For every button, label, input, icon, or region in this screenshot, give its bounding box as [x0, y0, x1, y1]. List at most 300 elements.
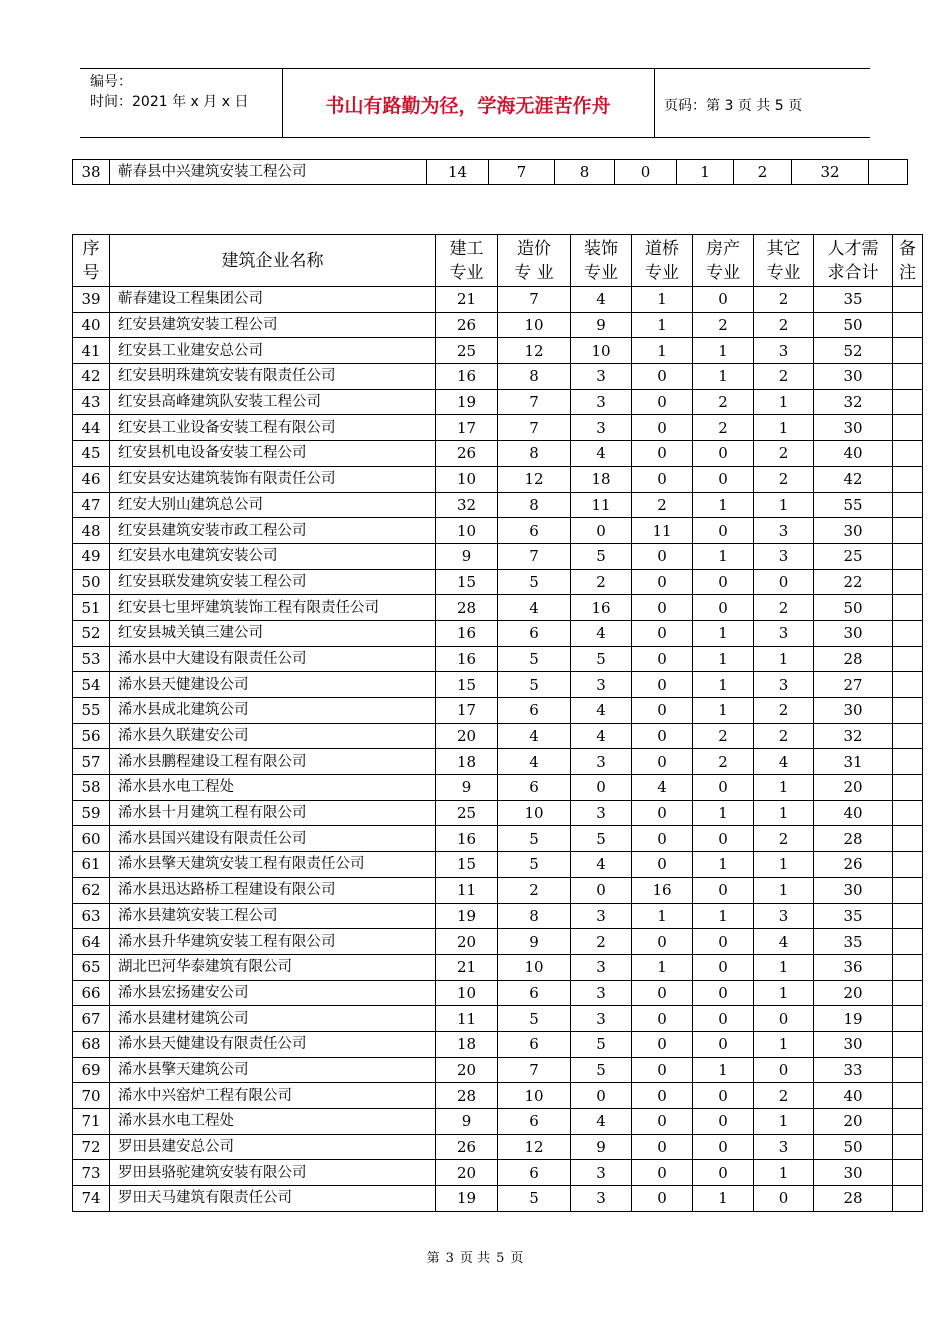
real-estate-count: 0	[693, 826, 754, 852]
other-count: 2	[754, 698, 814, 724]
cost-count: 10	[498, 954, 571, 980]
remark-cell	[893, 1160, 923, 1186]
table-row	[73, 929, 923, 955]
real-estate-count: 2	[693, 312, 754, 338]
header-row-number: 序 号	[73, 235, 110, 287]
decoration-count: 4	[571, 441, 632, 467]
total-count: 20	[814, 1109, 893, 1135]
decoration-count: 5	[571, 543, 632, 569]
other-count: 1	[754, 1160, 814, 1186]
other-count: 4	[754, 929, 814, 955]
company-name: 浠水县成北建筑公司	[110, 698, 436, 724]
other-count: 3	[754, 1134, 814, 1160]
construction-count: 9	[436, 543, 498, 569]
decoration-count: 3	[571, 800, 632, 826]
road-bridge-count: 1	[632, 954, 693, 980]
other-count: 1	[754, 1109, 814, 1135]
construction-count: 10	[436, 466, 498, 492]
table-row	[73, 646, 923, 672]
real-estate-count: 1	[693, 672, 754, 698]
company-name: 红安县建筑安装市政工程公司	[110, 518, 436, 544]
cost-count: 5	[498, 852, 571, 878]
decoration-count: 4	[571, 852, 632, 878]
real-estate-count: 0	[693, 929, 754, 955]
table-row	[73, 543, 923, 569]
remark-cell	[893, 1006, 923, 1032]
total-count: 28	[814, 1186, 893, 1212]
real-estate-count: 0	[693, 1109, 754, 1135]
table-row	[73, 466, 923, 492]
decoration-count: 18	[571, 466, 632, 492]
table-row	[73, 723, 923, 749]
road-bridge-count: 0	[632, 980, 693, 1006]
company-name: 浠水县水电工程处	[110, 775, 436, 801]
row-number: 51	[73, 595, 110, 621]
company-name: 浠水中兴窑炉工程有限公司	[110, 1083, 436, 1109]
row-number: 72	[73, 1134, 110, 1160]
construction-count: 21	[436, 287, 498, 313]
table-row	[73, 1109, 923, 1135]
total-count: 19	[814, 1006, 893, 1032]
total-count: 40	[814, 441, 893, 467]
row-number: 61	[73, 852, 110, 878]
construction-count: 19	[436, 1186, 498, 1212]
road-bridge-count: 0	[632, 1083, 693, 1109]
construction-count: 18	[436, 749, 498, 775]
real-estate-count: 1	[693, 364, 754, 390]
total-count: 30	[814, 415, 893, 441]
cost-count: 6	[498, 698, 571, 724]
company-name: 浠水县鹏程建设工程有限公司	[110, 749, 436, 775]
table-row	[73, 160, 908, 185]
cost-count: 10	[498, 800, 571, 826]
company-name: 红安县高峰建筑队安装工程公司	[110, 389, 436, 415]
company-name: 红安县七里坪建筑装饰工程有限责任公司	[110, 595, 436, 621]
decoration-count: 2	[571, 929, 632, 955]
other-count: 2	[754, 364, 814, 390]
road-bridge-count: 0	[632, 415, 693, 441]
row-number: 44	[73, 415, 110, 441]
table-row	[73, 1057, 923, 1083]
talent-demand-table	[72, 234, 923, 1212]
road-bridge-count: 0	[632, 1109, 693, 1135]
decoration-count: 3	[571, 672, 632, 698]
real-estate-count: 0	[693, 569, 754, 595]
cost-count: 7	[489, 160, 555, 185]
other-count: 3	[754, 672, 814, 698]
remark-cell	[893, 518, 923, 544]
other-count: 1	[754, 800, 814, 826]
construction-count: 26	[436, 441, 498, 467]
total-count: 20	[814, 775, 893, 801]
cost-count: 10	[498, 1083, 571, 1109]
row-number: 60	[73, 826, 110, 852]
company-name: 红安县明珠建筑安装有限责任公司	[110, 364, 436, 390]
total-count: 30	[814, 364, 893, 390]
real-estate-count: 0	[693, 441, 754, 467]
footer-middle: 页 共	[459, 1251, 491, 1266]
cost-count: 5	[498, 1186, 571, 1212]
total-count: 30	[814, 518, 893, 544]
decoration-count: 5	[571, 1031, 632, 1057]
cost-count: 10	[498, 312, 571, 338]
row-number: 57	[73, 749, 110, 775]
other-count: 0	[754, 1186, 814, 1212]
company-name: 红安县水电建筑安装公司	[110, 543, 436, 569]
road-bridge-count: 16	[632, 877, 693, 903]
total-count: 35	[814, 287, 893, 313]
decoration-count: 4	[571, 287, 632, 313]
row-number: 53	[73, 646, 110, 672]
total-count: 32	[814, 389, 893, 415]
row-number: 74	[73, 1186, 110, 1212]
remark-cell	[893, 364, 923, 390]
document-number-label: 编号：	[90, 74, 132, 90]
construction-count: 9	[436, 1109, 498, 1135]
row-number: 63	[73, 903, 110, 929]
total-count: 28	[814, 646, 893, 672]
road-bridge-count: 0	[632, 364, 693, 390]
construction-count: 10	[436, 518, 498, 544]
real-estate-count: 1	[693, 1057, 754, 1083]
cost-count: 2	[498, 877, 571, 903]
remark-cell	[893, 287, 923, 313]
road-bridge-count: 0	[632, 1031, 693, 1057]
remark-cell	[869, 160, 908, 185]
table-row	[73, 775, 923, 801]
road-bridge-count: 0	[632, 389, 693, 415]
decoration-count: 5	[571, 1057, 632, 1083]
table-header-row	[73, 235, 923, 287]
row-number: 73	[73, 1160, 110, 1186]
table-row	[73, 569, 923, 595]
remark-cell	[893, 595, 923, 621]
remark-cell	[893, 543, 923, 569]
real-estate-count: 1	[693, 338, 754, 364]
real-estate-count: 0	[693, 877, 754, 903]
header-real-estate: 房产 专业	[693, 235, 754, 287]
footer-page-number: 3	[445, 1251, 454, 1266]
road-bridge-count: 0	[632, 698, 693, 724]
construction-count: 32	[436, 492, 498, 518]
cost-count: 6	[498, 1031, 571, 1057]
total-count: 50	[814, 595, 893, 621]
remark-cell	[893, 569, 923, 595]
company-name: 浠水县水电工程处	[110, 1109, 436, 1135]
road-bridge-count: 0	[632, 1057, 693, 1083]
road-bridge-count: 0	[632, 1134, 693, 1160]
total-count: 36	[814, 954, 893, 980]
decoration-count: 3	[571, 903, 632, 929]
real-estate-count: 2	[693, 749, 754, 775]
table-row	[73, 441, 923, 467]
other-count: 2	[754, 441, 814, 467]
remark-cell	[893, 441, 923, 467]
cost-count: 5	[498, 672, 571, 698]
decoration-count: 3	[571, 1160, 632, 1186]
company-name: 红安县建筑安装工程公司	[110, 312, 436, 338]
cost-count: 6	[498, 1109, 571, 1135]
decoration-count: 5	[571, 826, 632, 852]
construction-count: 11	[436, 877, 498, 903]
road-bridge-count: 0	[632, 672, 693, 698]
decoration-count: 0	[571, 877, 632, 903]
table-row	[73, 826, 923, 852]
company-name: 红安县安达建筑装饰有限责任公司	[110, 466, 436, 492]
remark-cell	[893, 1109, 923, 1135]
remark-cell	[893, 389, 923, 415]
road-bridge-count: 1	[632, 338, 693, 364]
construction-count: 9	[436, 775, 498, 801]
construction-count: 16	[436, 646, 498, 672]
road-bridge-count: 0	[632, 543, 693, 569]
real-estate-count: 0	[693, 1006, 754, 1032]
page-footer	[0, 1247, 950, 1266]
cost-count: 12	[498, 1134, 571, 1160]
road-bridge-count: 2	[632, 492, 693, 518]
road-bridge-count: 1	[632, 287, 693, 313]
real-estate-count: 1	[693, 800, 754, 826]
real-estate-count: 1	[693, 620, 754, 646]
other-count: 1	[754, 980, 814, 1006]
company-name: 罗田县骆驼建筑安装有限公司	[110, 1160, 436, 1186]
table-row	[73, 492, 923, 518]
footer-prefix: 第	[426, 1251, 440, 1266]
remark-cell	[893, 646, 923, 672]
cost-count: 6	[498, 775, 571, 801]
road-bridge-count: 0	[632, 723, 693, 749]
row-number: 65	[73, 954, 110, 980]
table-row	[73, 877, 923, 903]
other-count: 2	[734, 160, 792, 185]
remark-cell	[893, 620, 923, 646]
construction-count: 16	[436, 620, 498, 646]
header-remark: 备 注	[893, 235, 923, 287]
row-number: 54	[73, 672, 110, 698]
remark-cell	[893, 1134, 923, 1160]
other-count: 1	[754, 492, 814, 518]
header-cost: 造价 专 业	[498, 235, 571, 287]
row-number: 70	[73, 1083, 110, 1109]
remark-cell	[893, 415, 923, 441]
decoration-count: 4	[571, 723, 632, 749]
cost-count: 7	[498, 389, 571, 415]
cost-count: 4	[498, 749, 571, 775]
row-number: 52	[73, 620, 110, 646]
total-count: 31	[814, 749, 893, 775]
decoration-count: 3	[571, 1006, 632, 1032]
cost-count: 9	[498, 929, 571, 955]
decoration-count: 3	[571, 364, 632, 390]
row-number: 67	[73, 1006, 110, 1032]
cost-count: 6	[498, 1160, 571, 1186]
row-number: 59	[73, 800, 110, 826]
construction-count: 19	[436, 903, 498, 929]
remark-cell	[893, 698, 923, 724]
total-count: 35	[814, 929, 893, 955]
company-name: 浠水县国兴建设有限责任公司	[110, 826, 436, 852]
header-page-info: 页码：第 3 页 共 5 页	[664, 98, 803, 114]
page-header	[80, 68, 870, 138]
other-count: 4	[754, 749, 814, 775]
row-number: 40	[73, 312, 110, 338]
decoration-count: 3	[571, 389, 632, 415]
other-count: 3	[754, 543, 814, 569]
remark-cell	[893, 826, 923, 852]
row-number: 62	[73, 877, 110, 903]
construction-count: 15	[436, 672, 498, 698]
company-name: 湖北巴河华泰建筑有限公司	[110, 954, 436, 980]
decoration-count: 9	[571, 312, 632, 338]
road-bridge-count: 0	[632, 569, 693, 595]
other-count: 2	[754, 723, 814, 749]
road-bridge-count: 0	[632, 1160, 693, 1186]
table-row	[73, 698, 923, 724]
remark-cell	[893, 312, 923, 338]
table-row	[73, 1031, 923, 1057]
table-row	[73, 1083, 923, 1109]
construction-count: 10	[436, 980, 498, 1006]
table-row	[73, 749, 923, 775]
other-count: 1	[754, 877, 814, 903]
other-count: 3	[754, 338, 814, 364]
table-row	[73, 800, 923, 826]
road-bridge-count: 0	[632, 595, 693, 621]
other-count: 2	[754, 466, 814, 492]
company-name: 浠水县建筑安装工程公司	[110, 903, 436, 929]
total-count: 30	[814, 620, 893, 646]
decoration-count: 4	[571, 698, 632, 724]
remark-cell	[893, 466, 923, 492]
real-estate-count: 1	[693, 646, 754, 672]
real-estate-count: 1	[677, 160, 734, 185]
company-name: 浠水县久联建安公司	[110, 723, 436, 749]
road-bridge-count: 0	[632, 929, 693, 955]
construction-count: 11	[436, 1006, 498, 1032]
real-estate-count: 2	[693, 389, 754, 415]
real-estate-count: 2	[693, 415, 754, 441]
road-bridge-count: 0	[632, 646, 693, 672]
remark-cell	[893, 749, 923, 775]
other-count: 1	[754, 415, 814, 441]
row-number: 43	[73, 389, 110, 415]
row-number: 55	[73, 698, 110, 724]
company-name: 浠水县中大建设有限责任公司	[110, 646, 436, 672]
total-count: 50	[814, 312, 893, 338]
total-count: 20	[814, 980, 893, 1006]
real-estate-count: 1	[693, 698, 754, 724]
road-bridge-count: 0	[632, 466, 693, 492]
header-other: 其它 专业	[754, 235, 814, 287]
footer-total-pages: 5	[496, 1251, 505, 1266]
row-number: 38	[73, 160, 110, 185]
other-count: 0	[754, 569, 814, 595]
company-name: 红安县工业建安总公司	[110, 338, 436, 364]
company-name: 红安县工业设备安装工程有限公司	[110, 415, 436, 441]
cost-count: 6	[498, 620, 571, 646]
company-name: 浠水县天健建设有限责任公司	[110, 1031, 436, 1057]
real-estate-count: 0	[693, 287, 754, 313]
road-bridge-count: 0	[632, 620, 693, 646]
table-row	[73, 903, 923, 929]
cost-count: 7	[498, 543, 571, 569]
company-name: 浠水县擎天建筑安装工程有限责任公司	[110, 852, 436, 878]
road-bridge-count: 0	[632, 826, 693, 852]
company-name: 浠水县天健建设公司	[110, 672, 436, 698]
remark-cell	[893, 338, 923, 364]
other-count: 3	[754, 620, 814, 646]
real-estate-count: 1	[693, 543, 754, 569]
total-count: 32	[792, 160, 869, 185]
other-count: 1	[754, 775, 814, 801]
remark-cell	[893, 903, 923, 929]
company-name: 浠水县迅达路桥工程建设有限公司	[110, 877, 436, 903]
decoration-count: 3	[571, 1186, 632, 1212]
company-name: 浠水县擎天建筑公司	[110, 1057, 436, 1083]
real-estate-count: 0	[693, 1083, 754, 1109]
decoration-count: 10	[571, 338, 632, 364]
remark-cell	[893, 1083, 923, 1109]
company-name: 浠水县升华建筑安装工程有限公司	[110, 929, 436, 955]
table-row	[73, 338, 923, 364]
construction-count: 20	[436, 1057, 498, 1083]
table-row	[73, 1160, 923, 1186]
remark-cell	[893, 723, 923, 749]
construction-count: 20	[436, 723, 498, 749]
company-name: 红安县城关镇三建公司	[110, 620, 436, 646]
road-bridge-count: 0	[632, 1006, 693, 1032]
road-bridge-count: 0	[632, 749, 693, 775]
remark-cell	[893, 877, 923, 903]
remark-cell	[893, 954, 923, 980]
total-count: 30	[814, 1160, 893, 1186]
row-number: 46	[73, 466, 110, 492]
table-row	[73, 287, 923, 313]
remark-cell	[893, 1057, 923, 1083]
header-divider	[654, 69, 655, 137]
cost-count: 5	[498, 1006, 571, 1032]
total-count: 42	[814, 466, 893, 492]
table-row	[73, 364, 923, 390]
table-row	[73, 620, 923, 646]
row-number: 66	[73, 980, 110, 1006]
other-count: 3	[754, 903, 814, 929]
row-number: 42	[73, 364, 110, 390]
row-number: 41	[73, 338, 110, 364]
real-estate-count: 1	[693, 492, 754, 518]
header-company-name: 建筑企业名称	[110, 235, 436, 287]
real-estate-count: 0	[693, 1031, 754, 1057]
total-count: 22	[814, 569, 893, 595]
construction-count: 26	[436, 312, 498, 338]
total-count: 30	[814, 877, 893, 903]
construction-count: 15	[436, 569, 498, 595]
cost-count: 12	[498, 338, 571, 364]
construction-count: 26	[436, 1134, 498, 1160]
row-number: 39	[73, 287, 110, 313]
header-road-bridge: 道桥 专业	[632, 235, 693, 287]
total-count: 40	[814, 800, 893, 826]
table-row	[73, 1006, 923, 1032]
construction-count: 25	[436, 800, 498, 826]
cost-count: 8	[498, 492, 571, 518]
cost-count: 5	[498, 646, 571, 672]
company-name: 罗田天马建筑有限责任公司	[110, 1186, 436, 1212]
construction-count: 28	[436, 595, 498, 621]
company-name: 浠水县宏扬建安公司	[110, 980, 436, 1006]
cost-count: 5	[498, 569, 571, 595]
row-number: 47	[73, 492, 110, 518]
